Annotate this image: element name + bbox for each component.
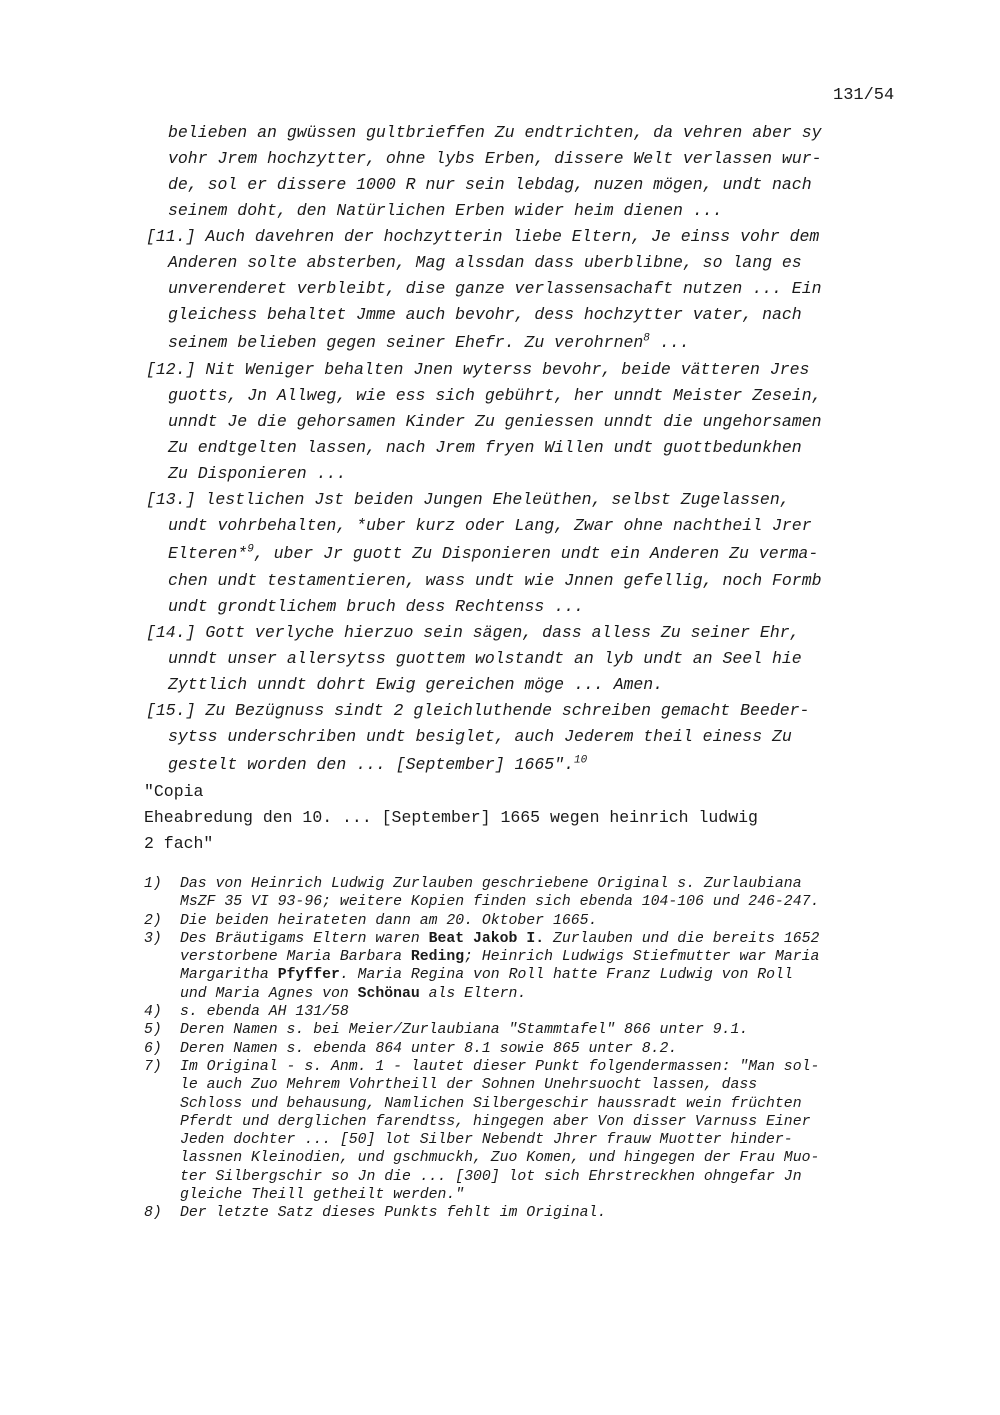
footnote-line: MsZF 35 VI 93-96; weitere Kopien finden sich ebenda 104-106 und 246-247. — [180, 894, 820, 911]
text-line: unndt Je die gehorsamen Kinder Zu geniessen unndt die ungehorsamen — [168, 412, 822, 431]
footnote-line: Jeden dochter ... [50] lot Silber Nebendt Jhrer frauw Muotter hinder- — [180, 1132, 793, 1149]
footnote-number: 6) — [144, 1040, 162, 1057]
footnote-line: lassnen Kleinodien, und gschmuckh, Zuo Komen, und hingegen der Frau Muo- — [180, 1150, 820, 1167]
text-line: Auch davehren der hochzytterin liebe Eltern, Je einss vohr dem — [205, 227, 820, 246]
footnote-line: le auch Zuo Mehrem Vohrtheill der Sohnen Unehrsuocht lassen, dass — [180, 1077, 758, 1094]
text-line: unverenderet verbleibt, dise ganze verlassensachaft nutzen ... Ein — [168, 279, 822, 298]
footnote-line: Deren Namen s. ebenda 864 unter 8.1 sowie 865 unter 8.2. — [180, 1040, 678, 1057]
footnote-line: verstorbene Maria Barbara Reding; Heinrich Ludwigs Stiefmutter war Maria — [180, 949, 820, 966]
clause-11 — [144, 224, 914, 357]
footnote-number: 2) — [144, 912, 162, 929]
text-line: gestelt worden den ... [September] 1665". — [168, 755, 574, 774]
text-line: lestlichen Jst beiden Jungen Eheleüthen, selbst Zugelassen, — [205, 490, 790, 509]
copia-note — [144, 779, 914, 857]
text-line: Anderen solte absterben, Mag alssdan dass uberblibne, so lang es — [168, 253, 802, 272]
text-line: 2 fach" — [144, 834, 214, 853]
text-line: Eheabredung den 10. ... [September] 1665 wegen heinrich ludwig — [144, 808, 758, 827]
text-line: chen undt testamentieren, wass undt wie Jnnen gefellig, noch Formb — [168, 571, 822, 590]
footnote-number: 5) — [144, 1022, 162, 1039]
footnote-6 — [144, 1040, 914, 1058]
footnote-number: 3) — [144, 930, 162, 947]
footnote-3 — [144, 930, 914, 1003]
clause-12 — [144, 357, 914, 487]
footnote-number: 4) — [144, 1004, 162, 1021]
text-line: sytss underschriben undt besiglet, auch Jederem theil einess Zu — [168, 727, 792, 746]
text-line: Zu Bezügnuss sindt 2 gleichluthende schreiben gemacht Beeder- — [205, 701, 810, 720]
footnote-line: Die beiden heirateten dann am 20. Oktober 1665. — [180, 912, 598, 929]
footnote-ref: 9 — [247, 543, 254, 556]
text-line: Zyttlich unndt dohrt Ewig gereichen möge ... Amen. — [168, 675, 664, 694]
footnote-1 — [144, 875, 914, 912]
footnote-line: ter Silbergschir so Jn die ... [300] lot sich Ehrstreckhen ohngefar Jn — [180, 1168, 802, 1185]
text-line: gleichess behaltet Jmme auch bevohr, dess hochzytter vater, nach — [168, 305, 802, 324]
clause-13 — [144, 487, 914, 620]
footnote-5 — [144, 1021, 914, 1039]
text-line: vohr Jrem hochzytter, ohne lybs Erben, dissere Welt verlassen wur- — [168, 149, 822, 168]
text-line: Elteren* — [168, 544, 248, 563]
clause-label: [12.] — [146, 360, 196, 379]
footnote-7 — [144, 1058, 914, 1204]
footnote-line: Des Bräutigams Eltern waren Beat Jakob I. Zurlauben und die bereits 1652 — [180, 930, 820, 947]
footnote-ref: 10 — [573, 754, 588, 767]
footnotes — [144, 875, 914, 1223]
bold-name: Beat Jakob I. — [428, 930, 545, 947]
clause-label: [11.] — [146, 227, 196, 246]
footnote-8 — [144, 1204, 914, 1222]
text-line: undt vohrbehalten, *uber kurz oder Lang, Zwar ohne nachtheil Jrer — [168, 516, 812, 535]
bold-name: Schönau — [357, 985, 420, 1002]
footnote-line: Margaritha Pfyffer. Maria Regina von Roll hatte Franz Ludwig von Roll — [180, 967, 793, 984]
text-line: Nit Weniger behalten Jnen wyterss bevohr, beide vätteren Jres — [205, 360, 810, 379]
footnote-line: Der letzte Satz dieses Punkts fehlt im Original. — [180, 1205, 607, 1222]
footnote-number: 7) — [144, 1058, 162, 1075]
footnote-4 — [144, 1003, 914, 1021]
clause-label: [13.] — [146, 490, 196, 509]
text-line: , uber Jr guott Zu Disponieren undt ein Anderen Zu verma- — [253, 544, 819, 563]
clause-14 — [144, 620, 914, 698]
footnote-line: s. ebenda AH 131/58 — [180, 1004, 349, 1021]
footnote-line: Pferdt und derglichen farendtss, hingegen aber Von disser Varnuss Einer — [180, 1113, 811, 1130]
text-line: seinem belieben gegen seiner Ehefr. Zu verohrnen — [168, 333, 644, 352]
text-line: belieben an gwüssen gultbrieffen Zu endtrichten, da vehren aber sy — [168, 123, 822, 142]
text-line: unndt unser allersytss guottem wolstandt an lyb undt an Seel hie — [168, 649, 802, 668]
main-text — [144, 120, 914, 857]
footnote-line: Das von Heinrich Ludwig Zurlauben geschriebene Original s. Zurlaubiana — [180, 876, 802, 892]
footnote-2 — [144, 912, 914, 930]
footnote-line: Deren Namen s. bei Meier/Zurlaubiana "Stammtafel" 866 unter 9.1. — [180, 1022, 749, 1039]
text-line: seinem doht, den Natürlichen Erben wider heim dienen ... — [168, 201, 723, 220]
text-line: Gott verlyche hierzuo sein sägen, dass alless Zu seiner Ehr, — [205, 623, 800, 642]
text-line: undt grondtlichem bruch dess Rechtenss ... — [168, 597, 584, 616]
clause-15 — [144, 698, 914, 779]
footnote-line: Im Original - s. Anm. 1 - lautet dieser Punkt folgendermassen: "Man sol- — [180, 1058, 820, 1075]
clause-label: [14.] — [146, 623, 196, 642]
footnote-line: Schloss und behausung, Namlichen Silbergeschir haussradt wein früchten — [180, 1095, 802, 1112]
text-line: guotts, Jn Allweg, wie ess sich gebührt, her unndt Meister Zesein, — [168, 386, 822, 405]
page-number: 131/54 — [833, 86, 895, 105]
footnote-line: und Maria Agnes von Schönau als Eltern. — [180, 985, 527, 1002]
text-line: Zu Disponieren ... — [168, 464, 347, 483]
text-line: de, sol er dissere 1000 R nur sein lebdag, nuzen mögen, undt nach — [168, 175, 812, 194]
footnote-ref: 8 — [643, 332, 650, 345]
clause-label: [15.] — [146, 701, 196, 720]
footnote-line: gleiche Theill getheilt werden." — [180, 1187, 465, 1204]
bold-name: Reding — [410, 949, 465, 966]
intro-paragraph — [144, 120, 914, 224]
footnote-number: 1) — [144, 876, 162, 892]
bold-name: Pfyffer — [277, 967, 340, 984]
text-line: Zu endtgelten lassen, nach Jrem fryen Willen undt guottbedunkhen — [168, 438, 802, 457]
text-line: "Copia — [144, 782, 204, 801]
footnote-number: 8) — [144, 1205, 162, 1222]
text-line: ... — [649, 333, 690, 352]
